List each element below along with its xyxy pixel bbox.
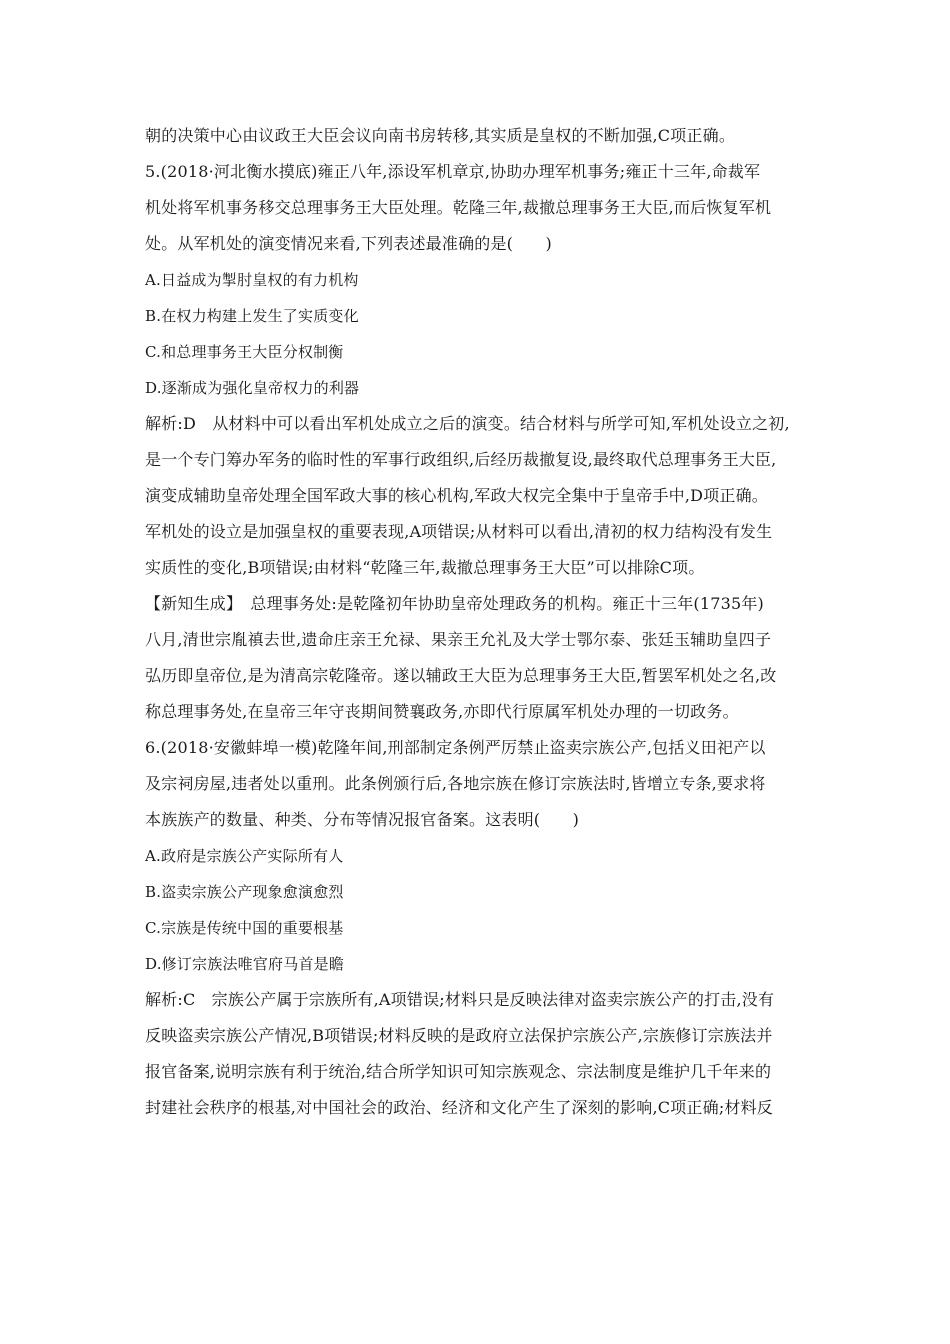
question-5-option-a: A.日益成为掣肘皇权的有力机构	[145, 271, 359, 289]
question-5-analysis-line-1: 解析:D 从材料中可以看出军机处成立之后的演变。结合材料与所学可知,军机处设立之初,	[145, 414, 790, 433]
question-5-option-b: B.在权力构建上发生了实质变化	[145, 307, 359, 325]
question-6-analysis-line-4: 封建社会秩序的根基,对中国社会的政治、经济和文化产生了深刻的影响,C项正确;材料反	[145, 1098, 774, 1117]
question-5-analysis-line-2: 是一个专门筹办军务的临时性的军事行政组织,后经历裁撤复设,最终取代总理事务王大臣,	[145, 450, 777, 469]
question-6-option-d: D.修订宗族法唯官府马首是瞻	[145, 955, 345, 973]
question-6-stem-line-3: 本族族产的数量、种类、分布等情况报官备案。这表明( )	[145, 810, 580, 829]
question-5-analysis-line-3: 演变成辅助皇帝处理全国军政大事的核心机构,军政大权完全集中于皇帝手中,D项正确。	[145, 486, 769, 505]
text-line-1: 朝的决策中心由议政王大臣会议向南书房转移,其实质是皇权的不断加强,C项正确。	[145, 126, 736, 145]
question-6-option-a: A.政府是宗族公产实际所有人	[145, 847, 344, 865]
new-knowledge-line-2: 八月,清世宗胤禛去世,遗命庄亲王允禄、果亲王允礼及大学士鄂尔泰、张廷玉辅助皇四子	[145, 630, 772, 649]
question-6-stem-line-1: 6.(2018·安徽蚌埠一模)乾隆年间,刑部制定条例严厉禁止盗卖宗族公产,包括义田祀产以	[145, 738, 766, 757]
question-6-analysis-line-2: 反映盗卖宗族公产情况,B项错误;材料反映的是政府立法保护宗族公产,宗族修订宗族法并	[145, 1026, 773, 1045]
new-knowledge-line-4: 称总理事务处,在皇帝三年守丧期间赞襄政务,亦即代行原属军机处办理的一切政务。	[145, 702, 739, 721]
question-5-option-d: D.逐渐成为强化皇帝权力的利器	[145, 379, 360, 397]
new-knowledge-line-1: 【新知生成】 总理事务处:是乾隆初年协助皇帝处理政务的机构。雍正十三年(1735年)	[145, 594, 764, 613]
question-5-option-c: C.和总理事务王大臣分权制衡	[145, 343, 344, 361]
question-6-analysis-line-1: 解析:C 宗族公产属于宗族所有,A项错误;材料只是反映法律对盗卖宗族公产的打击,没有	[145, 990, 775, 1009]
question-5-stem-line-2: 机处将军机事务移交总理事务王大臣处理。乾隆三年,裁撤总理事务王大臣,而后恢复军机	[145, 198, 772, 217]
question-6-option-b: B.盗卖宗族公产现象愈演愈烈	[145, 883, 344, 901]
question-5-analysis-line-5: 实质性的变化,B项错误;由材料“乾隆三年,裁撤总理事务王大臣”可以排除C项。	[145, 558, 705, 577]
document-page	[145, 118, 810, 1126]
question-6-analysis-line-3: 报官备案,说明宗族有利于统治,结合所学知识可知宗族观念、宗法制度是维护几千年来的	[145, 1062, 772, 1081]
new-knowledge-line-3: 弘历即皇帝位,是为清高宗乾隆帝。遂以辅政王大臣为总理事务王大臣,暂罢军机处之名,改	[145, 666, 777, 685]
question-5-stem-line-1: 5.(2018·河北衡水摸底)雍正八年,添设军机章京,协助办理军机事务;雍正十三年,命裁军	[145, 162, 761, 181]
question-6-stem-line-2: 及宗祠房屋,违者处以重刑。此条例颁行后,各地宗族在修订宗族法时,皆增立专条,要求将	[145, 774, 766, 793]
question-5-analysis-line-4: 军机处的设立是加强皇权的重要表现,A项错误;从材料可以看出,清初的权力结构没有发生	[145, 522, 773, 541]
question-5-stem-line-3: 处。从军机处的演变情况来看,下列表述最准确的是( )	[145, 234, 552, 253]
question-6-option-c: C.宗族是传统中国的重要根基	[145, 919, 344, 937]
